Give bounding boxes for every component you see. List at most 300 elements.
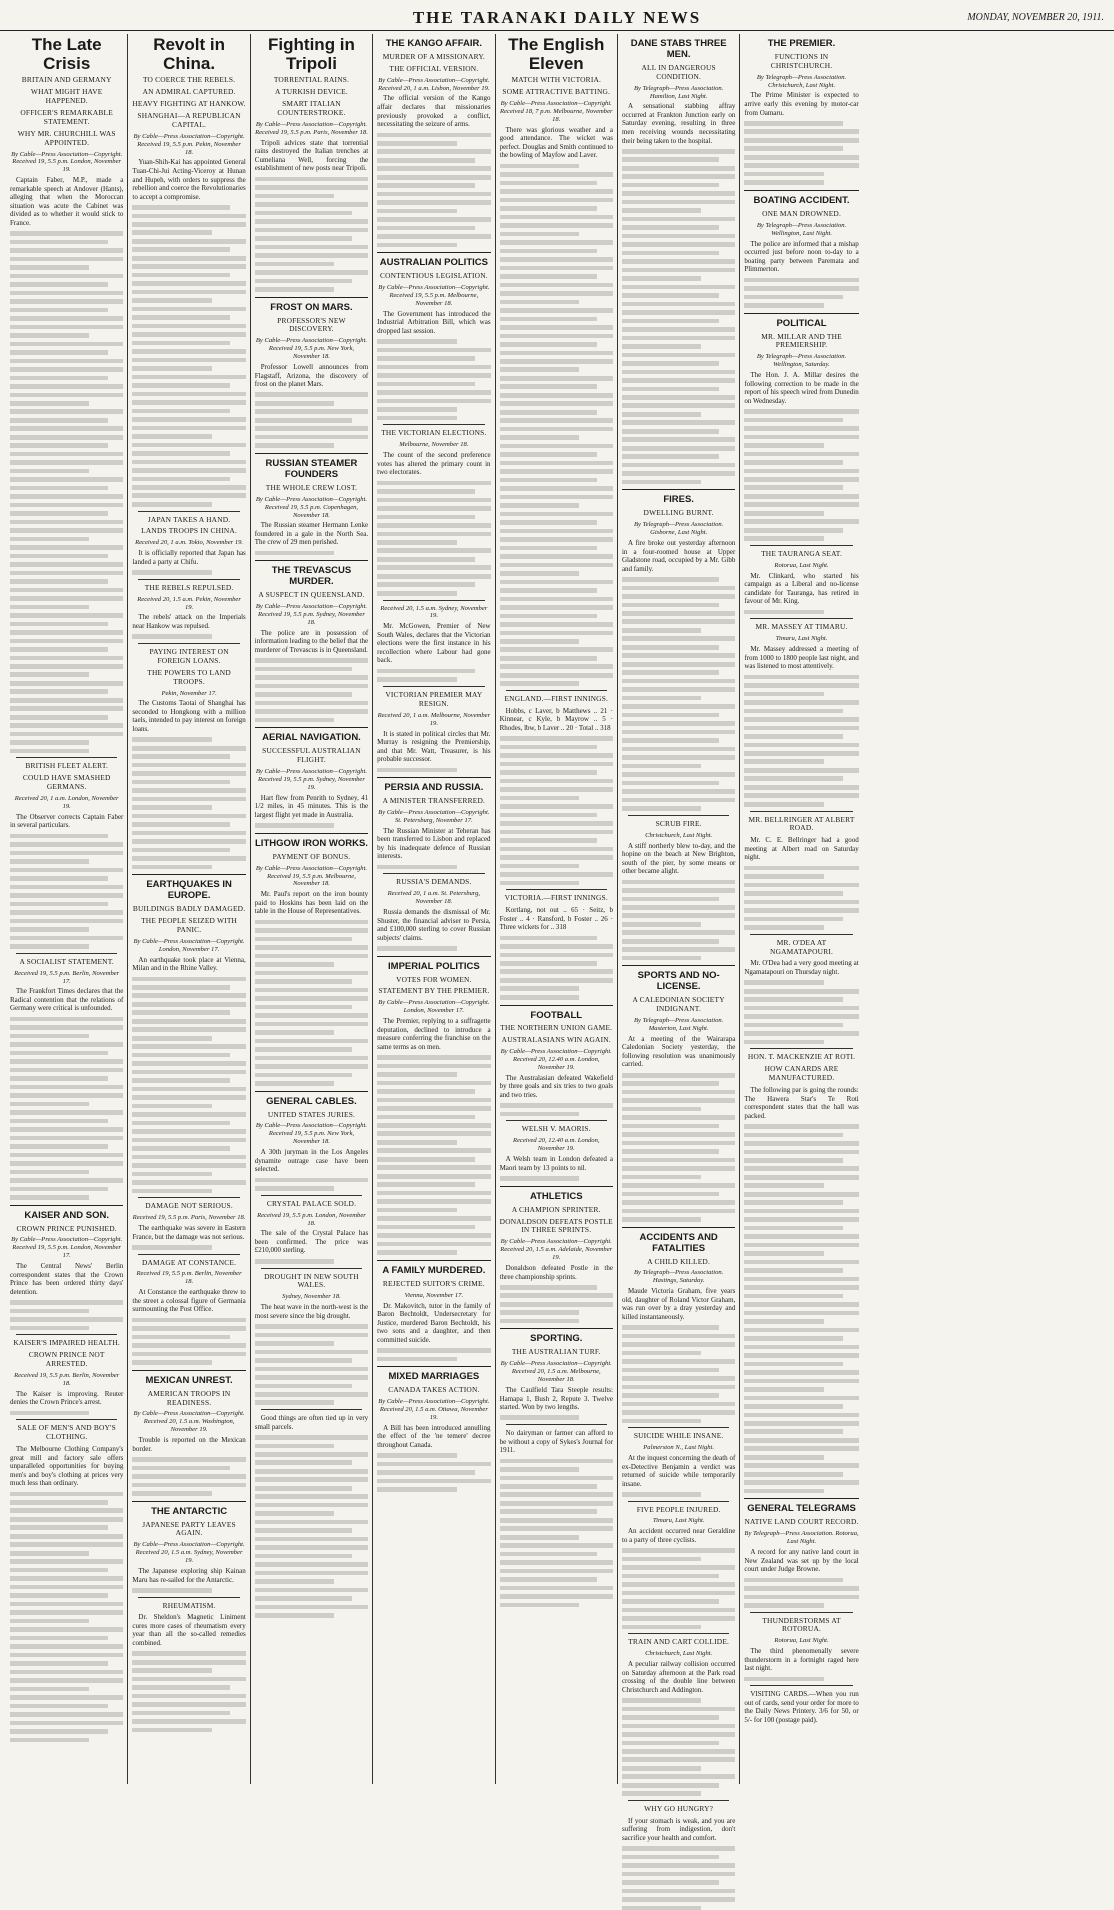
- text-line: [10, 1721, 123, 1726]
- divider: [138, 1197, 239, 1198]
- text-line: [622, 619, 735, 624]
- divider: [622, 965, 735, 966]
- text-line: [132, 392, 245, 397]
- article-text: The Prime Minister is expected to arrive early this evening by motor-car from Oamaru.: [744, 91, 859, 117]
- text-line: [255, 1259, 334, 1264]
- subheadline: CROWN PRINCE PUNISHED.: [16, 1223, 117, 1233]
- text-line: [622, 1209, 735, 1214]
- divider: [500, 1328, 613, 1329]
- article-text: The count of the second preference votes has altered the primary count in two electorates.: [377, 451, 491, 477]
- text-line: [377, 1470, 475, 1475]
- text-line: [132, 1660, 245, 1665]
- text-line: [377, 1131, 490, 1136]
- text-line: [744, 1166, 858, 1171]
- dateline: By Telegraph—Press Association. Masterton, Last Night.: [633, 1017, 724, 1032]
- divider: [506, 690, 607, 691]
- text-line: [622, 1107, 701, 1112]
- text-line: [10, 401, 89, 406]
- text-line: [10, 1695, 123, 1700]
- article: [377, 686, 490, 772]
- text-line: [500, 1476, 613, 1481]
- article-body-lines: [377, 1348, 490, 1361]
- headline: SCRUB FIRE.: [655, 818, 702, 828]
- headline: EARTHQUAKES IN EUROPE.: [146, 879, 232, 902]
- text-line: [255, 1056, 368, 1061]
- headline: The Late Crisis: [31, 35, 102, 73]
- text-line: [377, 865, 456, 870]
- text-line: [10, 672, 89, 677]
- text-line: [377, 498, 490, 503]
- text-line: [500, 813, 598, 818]
- text-line: [377, 1487, 456, 1492]
- text-line: [255, 443, 334, 448]
- text-line: [10, 265, 89, 270]
- text-line: [744, 866, 858, 871]
- dateline: By Cable—Press Association—Copyright. Received 20, 1.5 a.m. Ottawa, November 19.: [378, 1397, 490, 1421]
- text-line: [377, 158, 475, 163]
- article-text: A peculiar railway collision occurred on Saturday afternoon at the Park road crossing of the double line between Christchurch and Addington.: [621, 1660, 736, 1694]
- article: [255, 833, 368, 1086]
- divider: [383, 600, 484, 601]
- text-line: [10, 1492, 123, 1497]
- text-line: [255, 1537, 368, 1542]
- text-line: [255, 1444, 334, 1449]
- text-line: [622, 603, 720, 608]
- article-text: The Premier, replying to a suffragette deputation, declined to introduce a measure conferring the franchise on the same terms as on men.: [377, 1017, 491, 1051]
- text-line: [255, 1554, 353, 1559]
- article-body-lines: [377, 1453, 490, 1492]
- article-body-lines: [622, 1846, 735, 1910]
- text-line: [622, 234, 735, 239]
- text-line: [255, 194, 334, 199]
- text-line: [500, 359, 613, 364]
- text-line: [622, 336, 735, 341]
- text-line: [10, 1144, 108, 1149]
- article: [377, 1366, 490, 1492]
- text-line: [255, 718, 334, 723]
- article-body-lines: [377, 946, 490, 951]
- dateline: Christchurch, Last Night.: [645, 831, 713, 839]
- text-line: [255, 1178, 368, 1183]
- dateline: By Cable—Press Association—Copyright. Received 19, 5.5 p.m. New York, November 18.: [255, 1122, 368, 1146]
- text-line: [622, 1342, 735, 1347]
- text-line: [744, 891, 842, 896]
- text-line: [622, 1791, 701, 1796]
- text-line: [500, 240, 613, 245]
- text-line: [255, 409, 368, 414]
- dateline: Received 20, 12.40 a.m. London, November 19.: [512, 1137, 600, 1153]
- article-text: The Observer corrects Captain Faber in several particulars.: [10, 812, 124, 830]
- text-line: [10, 859, 89, 864]
- text-line: [622, 747, 735, 752]
- article-body-lines: [744, 1124, 858, 1493]
- divider: [255, 833, 368, 834]
- article-body-lines: [744, 1677, 858, 1682]
- text-line: [622, 1783, 720, 1788]
- article-text: The sale of the Crystal Palace has been confirmed. The price was £210,000 sterling.: [254, 1229, 369, 1255]
- dateline: By Telegraph—Press Association. Hastings, Saturday.: [633, 1269, 724, 1285]
- article-text: A fire broke out yesterday afternoon in a four-roomed house at Upper Gladstone road, occupied by a Mr. Gibb and family.: [621, 539, 736, 573]
- text-line: [500, 770, 598, 775]
- text-line: [10, 1317, 123, 1322]
- article-text: The third phenomenally severe thunderstorm in a fortnight raged here last night.: [744, 1647, 859, 1673]
- dateline: By Cable—Press Association—Copyright. Received 20, 1.5 a.m. Washington, November 19.: [133, 1410, 245, 1434]
- headline: WHY GO HUNGRY?: [644, 1804, 714, 1813]
- subheadline: WHAT MIGHT HAVE HAPPENED.: [30, 87, 103, 106]
- text-line: [744, 418, 842, 423]
- text-line: [377, 1357, 456, 1362]
- text-line: [622, 947, 735, 952]
- text-line: [500, 376, 613, 381]
- text-line: [622, 1616, 735, 1621]
- text-line: [500, 614, 598, 619]
- text-line: [10, 384, 123, 389]
- text-line: [377, 1055, 490, 1060]
- text-line: [10, 910, 123, 915]
- text-line: [377, 946, 456, 951]
- article: [744, 1612, 858, 1682]
- text-line: [10, 1017, 123, 1022]
- dateline: Received 20, 1 a.m. Melbourne, November 19.: [377, 711, 491, 727]
- article: [10, 36, 123, 753]
- text-line: [132, 788, 245, 793]
- dateline: Rotorua, Last Night.: [774, 561, 829, 569]
- text-line: [622, 1081, 720, 1086]
- text-line: [255, 236, 353, 241]
- text-line: [500, 944, 613, 949]
- subheadline: MR. MILLAR AND THE PREMIERSHIP.: [761, 331, 842, 350]
- text-line: [622, 687, 735, 692]
- headline: Revolt in China.: [153, 35, 225, 73]
- article-body-lines: [744, 866, 858, 930]
- text-line: [500, 1518, 613, 1523]
- text-line: [500, 1543, 613, 1548]
- subheadline: A CHILD KILLED.: [647, 1256, 711, 1266]
- text-line: [500, 838, 598, 843]
- text-line: [10, 1153, 123, 1158]
- text-line: [132, 1027, 245, 1032]
- text-line: [500, 864, 579, 869]
- headline: SPORTS AND NO-LICENSE.: [637, 970, 720, 993]
- text-line: [132, 1719, 245, 1724]
- divider: [377, 252, 490, 253]
- text-line: [10, 376, 108, 381]
- headline: SUICIDE WHILE INSANE.: [633, 1431, 724, 1441]
- text-line: [500, 787, 613, 792]
- text-line: [255, 1528, 353, 1533]
- divider: [261, 1268, 362, 1269]
- article-text: At Constance the earthquake threw to the street a colossal figure of Germania surmounting the Post Office.: [132, 1288, 246, 1314]
- subheadline: MATCH WITH VICTORIA.: [511, 75, 602, 85]
- text-line: [132, 1474, 245, 1479]
- article-text: Mr. O'Dea had a very good meeting at Ngamatapouri on Thursday night.: [744, 959, 859, 976]
- headline: JAPAN TAKES A HAND.: [147, 514, 231, 524]
- text-line: [377, 348, 490, 353]
- text-line: [10, 1568, 108, 1573]
- text-line: [132, 222, 245, 227]
- headline: RUSSIA'S DEMANDS.: [396, 877, 472, 887]
- text-line: [10, 367, 123, 372]
- text-line: [622, 1906, 701, 1910]
- text-line: [377, 1216, 490, 1221]
- text-line: [500, 953, 613, 958]
- text-line: [500, 580, 613, 585]
- article: [377, 956, 490, 1255]
- text-line: [255, 551, 334, 556]
- text-line: [377, 1115, 475, 1120]
- text-line: [10, 715, 108, 720]
- text-line: [744, 700, 858, 705]
- text-line: [500, 847, 613, 852]
- text-line: [622, 251, 720, 256]
- text-line: [500, 597, 613, 602]
- text-line: [10, 231, 123, 236]
- text-line: [377, 1157, 475, 1162]
- article: [622, 1501, 735, 1630]
- article-text: Mr. Massey addressed a meeting of from 1000 to 1800 people last night, and was listened to most attentively.: [744, 645, 859, 671]
- article: [500, 1120, 613, 1180]
- text-line: [132, 985, 230, 990]
- text-line: [132, 468, 245, 473]
- text-line: [10, 333, 89, 338]
- text-line: [500, 1293, 613, 1298]
- article-body-lines: [10, 1300, 123, 1330]
- article-text: Hobbs, c Laver, b Matthews .. 21 · Kinnear, c Kyle, b Mayrow .. 5 · Rhodes, lbw, b Laver .. 20 · Total .. 318: [499, 706, 613, 732]
- text-line: [622, 1359, 735, 1364]
- text-line: [255, 979, 353, 984]
- article: [500, 1005, 613, 1117]
- divider: [744, 190, 858, 191]
- text-line: [744, 1362, 842, 1367]
- article: [255, 560, 368, 722]
- text-line: [255, 823, 334, 828]
- text-line: [10, 1136, 123, 1141]
- text-line: [744, 1421, 858, 1426]
- article: [377, 600, 490, 682]
- text-line: [377, 399, 490, 404]
- text-line: [10, 1170, 89, 1175]
- text-line: [255, 177, 368, 182]
- text-line: [255, 270, 368, 275]
- text-line: [500, 1459, 613, 1464]
- text-line: [377, 175, 490, 180]
- dateline: Rotorua, Last Night.: [774, 1637, 829, 1645]
- article-text: The earthquake was severe in Eastern France, but the damage was not serious.: [132, 1224, 246, 1241]
- dateline: By Cable—Press Association—Copyright. Received 19, 5.5 p.m. London, November 17.: [11, 1236, 123, 1260]
- text-line: [10, 902, 108, 907]
- text-line: [500, 435, 579, 440]
- text-line: [132, 1121, 230, 1126]
- text-line: [377, 1098, 490, 1103]
- divider: [628, 1427, 729, 1428]
- article-text: A Welsh team in London defeated a Maori team by 13 points to nil.: [499, 1155, 613, 1172]
- text-line: [255, 279, 353, 284]
- text-line: [500, 1526, 613, 1531]
- text-line: [255, 709, 368, 714]
- headline: THE TREVASCUS MURDER.: [271, 565, 352, 588]
- text-line: [622, 1757, 735, 1762]
- text-line: [622, 1334, 735, 1339]
- article-text: The Frankfort Times declares that the Radical contention that the relations of Germany were critical is unfounded.: [10, 987, 124, 1013]
- text-line: [744, 138, 858, 143]
- text-line: [500, 461, 613, 466]
- text-line: [622, 704, 735, 709]
- article-body-lines: [255, 658, 368, 722]
- text-line: [132, 1343, 245, 1348]
- text-line: [500, 223, 613, 228]
- text-line: [132, 1002, 245, 1007]
- text-line: [10, 876, 108, 881]
- article-text: At the inquest concerning the death of ex-Detective Benjamin a verdict was returned of suicide while temporarily insane.: [621, 1453, 736, 1488]
- text-line: [255, 1384, 353, 1389]
- text-line: [132, 205, 230, 210]
- text-line: [255, 1562, 368, 1567]
- text-line: [10, 893, 123, 898]
- divider: [16, 1419, 117, 1420]
- article-text: The Australasian defeated Wakefield by three goals and six tries to two goals and two tries.: [499, 1073, 613, 1099]
- text-line: [255, 401, 334, 406]
- text-line: [10, 528, 123, 533]
- headline: A FAMILY MURDERED.: [382, 1264, 486, 1276]
- article-body-lines: [132, 634, 245, 639]
- article-body-lines: [500, 1176, 613, 1181]
- text-line: [622, 1732, 735, 1737]
- article-text: A sensational stabbing affray occurred at Frankton Junction early on Saturday evening, resulting in three men receiving wounds necessitating their being taken to the hospital.: [621, 102, 736, 145]
- dateline: By Cable—Press Association—Copyright. Received 20, 1.5 a.m. Melbourne, November 18.: [500, 1360, 612, 1384]
- text-line: [744, 1480, 858, 1485]
- columns-container: [6, 34, 1108, 1842]
- text-line: [500, 647, 613, 652]
- text-line: [377, 243, 456, 248]
- newspaper-title: THE TARANAKI DAILY NEWS: [412, 8, 702, 27]
- text-line: [744, 917, 842, 922]
- text-line: [132, 426, 245, 431]
- article-text: An accident occurred near Geraldine to a party of three cyclists.: [621, 1527, 736, 1544]
- article: [377, 1260, 490, 1361]
- text-line: [377, 141, 456, 146]
- text-line: [377, 1233, 490, 1238]
- text-line: [255, 1030, 334, 1035]
- subheadline: TO COERCE THE REBELS.: [142, 75, 236, 85]
- subheadline: A SUSPECT IN QUEENSLAND.: [258, 590, 365, 600]
- text-line: [132, 1112, 245, 1117]
- divider: [628, 1633, 729, 1634]
- subheadline: VOTES FOR WOMEN.: [396, 974, 472, 984]
- text-line: [255, 988, 368, 993]
- text-line: [744, 1311, 858, 1316]
- text-line: [744, 1277, 858, 1282]
- article: [744, 190, 858, 308]
- text-line: [10, 409, 123, 414]
- article-text: The Hon. J. A. Millar desires the following correction to be made in the report of his speech wired from Dunedin on Wednesday.: [744, 371, 859, 405]
- text-line: [10, 1068, 123, 1073]
- text-line: [377, 1348, 490, 1353]
- text-line: [500, 546, 598, 551]
- divider: [750, 934, 852, 935]
- text-line: [255, 1520, 368, 1525]
- text-line: [500, 291, 613, 296]
- headline: POLITICAL: [776, 317, 827, 329]
- headline: AUSTRALIAN POLITICS: [379, 257, 488, 269]
- text-line: [500, 283, 613, 288]
- text-line: [255, 937, 353, 942]
- text-line: [622, 628, 701, 633]
- text-line: [744, 726, 858, 731]
- text-line: [500, 1484, 598, 1489]
- article-body-lines: [744, 980, 858, 1044]
- text-line: [132, 856, 245, 861]
- text-line: [255, 253, 368, 258]
- text-line: [10, 1661, 108, 1666]
- text-line: [132, 814, 245, 819]
- text-line: [377, 574, 490, 579]
- headline: GENERAL CABLES.: [266, 1095, 357, 1107]
- text-line: [255, 1579, 334, 1584]
- headline: DAMAGE AT CONSTANCE.: [141, 1257, 237, 1267]
- divider: [138, 1254, 239, 1255]
- headline: THE TAURANGA SEAT.: [761, 548, 843, 558]
- article-text: The Japanese exploring ship Kainan Maru has re-sailed for the Antarctic.: [132, 1567, 246, 1584]
- subheadline: SOME ATTRACTIVE BATTING.: [502, 87, 611, 97]
- article-body-lines: [377, 133, 490, 248]
- dateline: Received 20, 1 a.m. London, November 19.: [14, 795, 119, 810]
- text-line: [500, 427, 613, 432]
- text-line: [377, 1106, 490, 1111]
- text-line: [744, 1336, 842, 1341]
- text-line: [622, 285, 735, 290]
- headline: GENERAL TELEGRAMS: [747, 1503, 856, 1515]
- text-line: [744, 802, 824, 807]
- column-6: [618, 34, 740, 1842]
- text-line: [500, 1467, 579, 1472]
- text-line: [500, 410, 598, 415]
- text-line: [377, 565, 490, 570]
- text-line: [255, 1588, 368, 1593]
- article: [255, 1409, 368, 1618]
- article-text: The police are informed that a mishap occurred just before noon to-day to a boating party between Paremata and Plimmerton.: [744, 239, 859, 274]
- dateline: Melbourne, November 18.: [399, 441, 469, 449]
- text-line: [744, 1031, 858, 1036]
- text-line: [622, 789, 735, 794]
- text-line: [10, 749, 89, 754]
- subheadline: REJECTED SUITOR'S CRIME.: [382, 1278, 485, 1288]
- text-line: [622, 319, 720, 324]
- article-body-lines: [500, 1415, 613, 1420]
- article-text: The police are in possession of information leading to the belief that the murderer of Trevascus is in Queensland.: [254, 628, 369, 654]
- text-line: [377, 1191, 490, 1196]
- dateline: Received 20, 1.5 a.m. Sydney, November 19.: [380, 604, 488, 620]
- text-line: [622, 166, 735, 171]
- divider: [132, 874, 245, 875]
- column-2: [128, 34, 250, 1784]
- text-line: [500, 855, 613, 860]
- subheadline: A CALEDONIAN SOCIETY INDIGNANT.: [632, 995, 725, 1014]
- text-line: [10, 418, 108, 423]
- text-line: [744, 709, 842, 714]
- article-text: The Customs Taotai of Shanghai has seconded to Hongkong with a million taels, intended to pay interest on foreign loans.: [132, 699, 246, 733]
- article-body-lines: [255, 177, 368, 292]
- text-line: [377, 365, 490, 370]
- text-line: [132, 1728, 211, 1733]
- text-line: [10, 689, 108, 694]
- headline: KAISER'S IMPAIRED HEALTH.: [13, 1338, 120, 1348]
- article: [744, 39, 858, 185]
- text-line: [500, 779, 613, 784]
- text-line: [622, 1132, 735, 1137]
- text-line: [132, 1036, 211, 1041]
- text-line: [744, 1150, 858, 1155]
- text-line: [132, 1138, 245, 1143]
